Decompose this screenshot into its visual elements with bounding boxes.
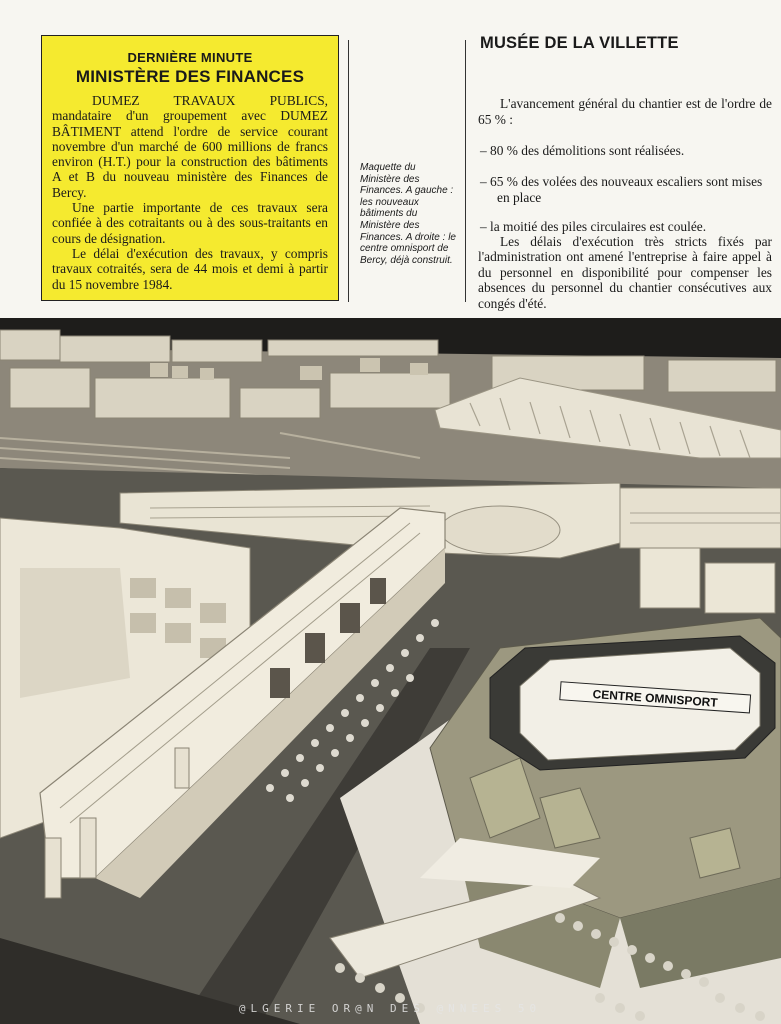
musee-bullet: – 80 % des démolitions sont réalisées.: [480, 143, 685, 158]
column-divider: [348, 40, 349, 302]
watermark: @LGERIE OR@N DES @NNEES 50: [238, 1002, 542, 1015]
architectural-model-photo: [0, 318, 781, 1024]
musee-bullet: – la moitié des piles circulaires est coulée.: [480, 219, 707, 234]
text-area: [0, 0, 781, 318]
news-paragraph: DUMEZ TRAVAUX PUBLICS, mandataire d'un groupement avec DUMEZ BÂTIMENT attend l'ordre de service courant novembre d'un marché de 600 millions de francs environ (H.T.) pour la construction des bâtiments A et B du nouveau ministère des Finances de Bercy.: [52, 93, 328, 200]
news-paragraph: Le délai d'exécution des travaux, y compris travaux cotraités, sera de 44 mois et demi à partir du 15 novembre 1984.: [52, 245, 328, 292]
musee-closing: Les délais d'exécution très stricts fixés par l'administration ont amené l'entreprise à faire appel à du personnel en disponibilité pour compenser les absences du personnel du chantier consécutives aux congés d'été.: [478, 234, 772, 311]
news-kicker: DERNIÈRE MINUTE: [127, 50, 253, 65]
omnisport-sign: CENTRE OMNISPORT: [592, 686, 719, 710]
news-title: MINISTÈRE DES FINANCES: [75, 67, 305, 86]
news-box: [41, 35, 339, 301]
photo-caption: Maquette du Ministère des Finances. A gauche : les nouveaux bâtiments du Ministère des Finances. A droite : le centre omnisport de Bercy, déjà construit.: [360, 162, 456, 266]
musee-intro: L'avancement général du chantier est de l'ordre de 65 % :: [478, 96, 772, 127]
musee-title: MUSÉE DE LA VILLETTE: [480, 34, 679, 52]
column-divider: [465, 40, 466, 302]
musee-bullet: – 65 % des volées des nouveaux escaliers sont mises en place: [480, 174, 763, 205]
news-paragraph: Une partie importante de ces travaux sera confiée à des cotraitants ou à des sous-traitants en cours de désignation.: [52, 200, 328, 246]
